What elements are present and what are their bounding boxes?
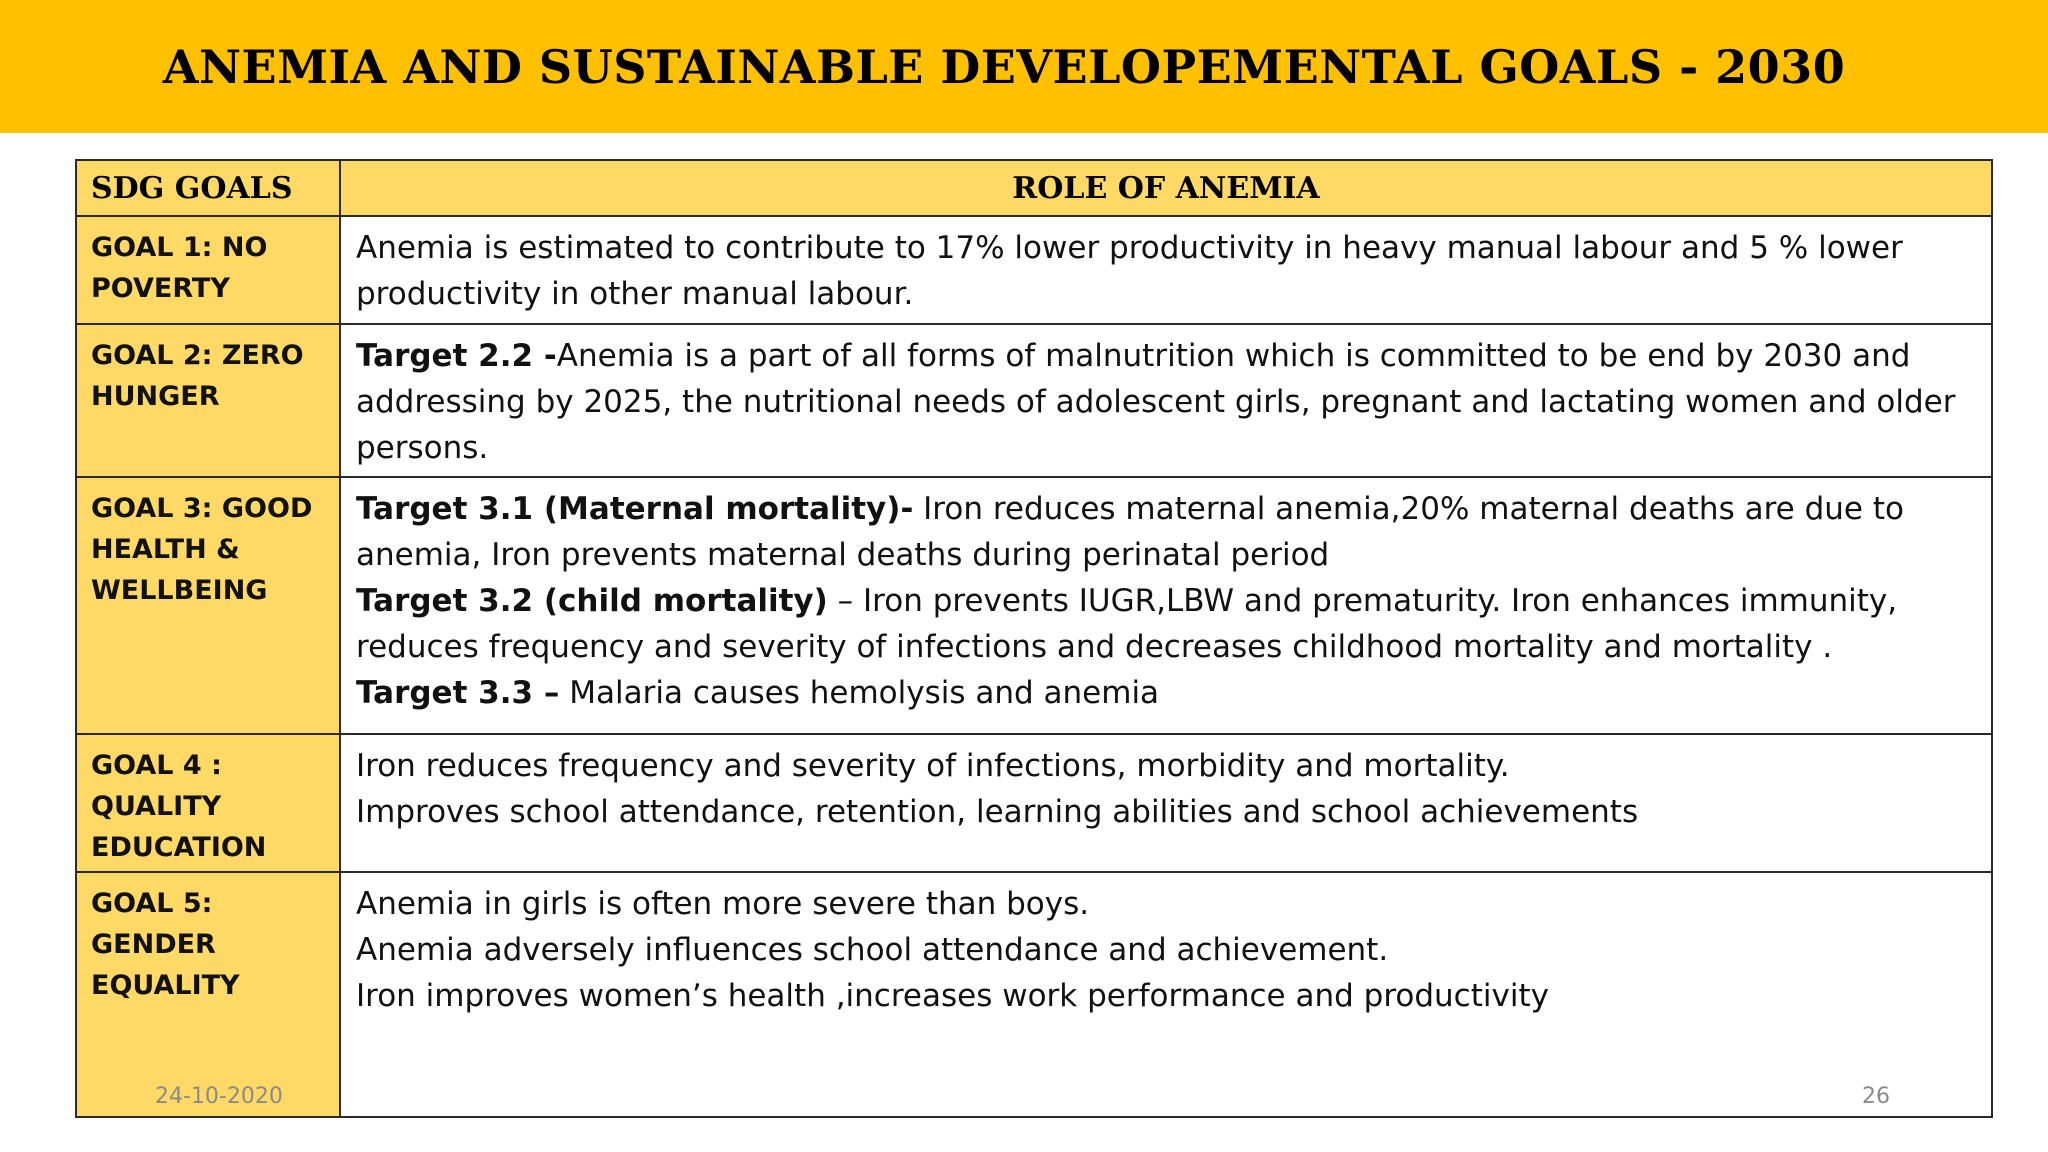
header-sdg-goals: SDG GOALS [76,160,340,216]
role-text-line: reduces frequency and severity of infections and decreases childhood mortality and mortality . [356,629,1833,665]
role-text-line: Anemia is estimated to contribute to 17% lower productivity in heavy manual labour and 5 % lower [356,230,1903,266]
role-text-line: persons. [356,430,489,466]
target-label: Target 3.2 (child mortality) [356,583,828,619]
target-label: Target 2.2 - [356,338,557,374]
goal-label-line: GOAL 4 : [91,750,222,781]
role-text: – Iron prevents IUGR,LBW and prematurity. Iron enhances immunity, [827,583,1898,619]
table-row [76,734,1992,872]
role-cell [340,872,1992,1117]
slide-page-number: 26 [1862,1084,1890,1109]
role-cell [340,477,1992,734]
header-role-of-anemia: ROLE OF ANEMIA [340,160,1992,216]
role-text-line: addressing by 2025, the nutritional needs of adolescent girls, pregnant and lactating women and older [356,384,1956,420]
goal-label-line: HEALTH & [91,534,240,565]
goal-cell [76,872,340,1117]
goal-cell [76,324,340,477]
table-header-row [76,160,1992,216]
goal-label-line: EDUCATION [91,832,267,863]
role-cell [340,324,1992,477]
goal-label-line: HUNGER [91,381,220,412]
role-text: Malaria causes hemolysis and anemia [559,675,1160,711]
target-label: Target 3.1 (Maternal mortality)- [356,491,914,527]
role-text-line [356,333,1981,379]
goal-label-line: QUALITY [91,791,222,822]
goal-label-line: GOAL 3: GOOD [91,493,313,524]
slide-title: ANEMIA AND SUSTAINABLE DEVELOPEMENTAL GOALS - 2030 [162,39,1846,94]
goal-label-line: GOAL 1: NO [91,232,268,263]
table-row [76,324,1992,477]
goal-label-line: POVERTY [91,273,230,304]
role-text-line: Improves school attendance, retention, learning abilities and school achievements [356,794,1639,830]
role-text-line: Iron reduces frequency and severity of infections, morbidity and mortality. [356,748,1510,784]
goal-label-line: GENDER [91,929,216,960]
table-row [76,477,1992,734]
role-text-line: anemia, Iron prevents maternal deaths during perinatal period [356,537,1330,573]
role-text: Iron reduces maternal anemia,20% maternal deaths are due to [913,491,1904,527]
slide-date: 24-10-2020 [155,1084,283,1109]
role-text-line: Anemia in girls is often more severe than boys. [356,886,1090,922]
role-text-line: Anemia adversely influences school attendance and achievement. [356,932,1389,968]
goal-cell [76,216,340,324]
goal-label-line: GOAL 5: [91,888,213,919]
table-row [76,872,1992,1117]
target-label: Target 3.3 – [356,675,560,711]
role-text-line: productivity in other manual labour. [356,276,914,312]
goal-label-line: WELLBEING [91,575,268,606]
role-text-line [356,578,1981,624]
role-text-line [356,670,1981,716]
goal-label-line: EQUALITY [91,970,240,1001]
role-text-line: Iron improves women’s health ,increases work performance and productivity [356,978,1549,1014]
goal-label-line: GOAL 2: ZERO [91,340,304,371]
role-cell [340,216,1992,324]
role-cell [340,734,1992,872]
table-row [76,216,1992,324]
sdg-table [75,159,1993,1118]
goal-cell [76,477,340,734]
goal-cell [76,734,340,872]
slide-title-wrap [0,0,2048,133]
role-text-line [356,486,1981,532]
role-text: Anemia is a part of all forms of malnutrition which is committed to be end by 2030 and [556,338,1911,374]
